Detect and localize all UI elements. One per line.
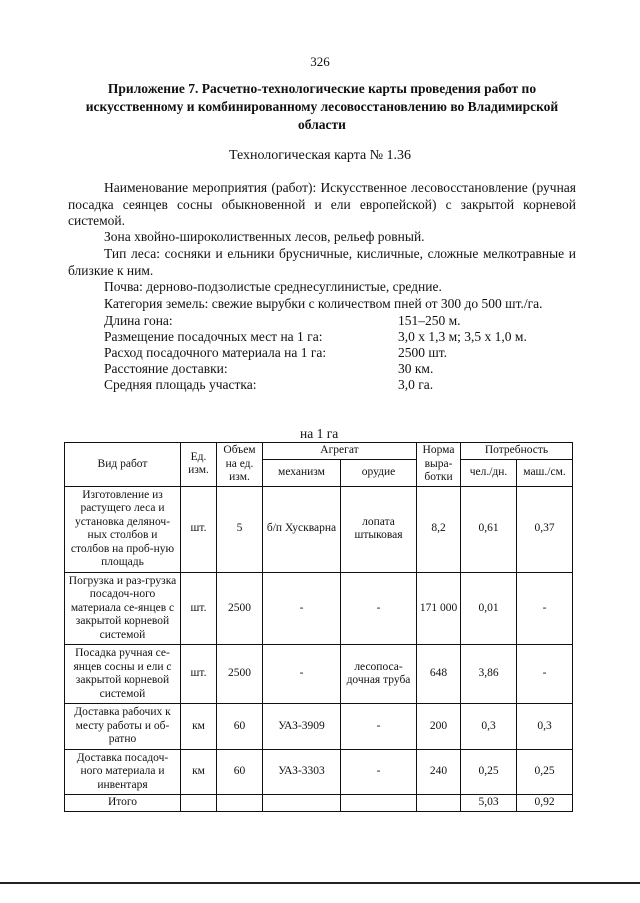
card-title: Технологическая карта № 1.36 [228, 148, 412, 163]
cell-mechanism: - [263, 572, 341, 645]
cell-unit: км [181, 749, 217, 795]
cell-tool: - [341, 704, 417, 750]
cell-mechanism: УАЗ-3909 [263, 704, 341, 750]
header-volume: Объем на ед. изм. [217, 443, 263, 487]
cell-machine-shifts: 0,25 [517, 749, 573, 795]
cell-volume: 5 [217, 486, 263, 572]
cell-empty [263, 795, 341, 812]
header-mechanism: механизм [263, 459, 341, 486]
cell-empty [341, 795, 417, 812]
cell-total-man-days: 5,03 [461, 795, 517, 812]
cell-unit: км [181, 704, 217, 750]
param-value: 2500 шт. [398, 345, 448, 360]
param-value: 3,0 га. [398, 377, 434, 392]
cell-mechanism: - [263, 645, 341, 704]
appendix-title: Приложение 7. Расчетно-технологические карты проведения работ по искусственному и комбинированному лесовосстановлению во Владимирской области [85, 81, 559, 132]
param-label: Размещение посадочных мест на 1 га: [104, 329, 323, 344]
cell-work-name: Доставка посадоч-ного материала и инвентаря [65, 749, 181, 795]
cell-norm: 8,2 [417, 486, 461, 572]
paragraph-activity-name: Наименование мероприятия (работ): Искусственное лесовосстановление (ручная посадка сеянцев сосны обыкновенной и ели европейской) с закрытой корневой системой. [68, 180, 576, 228]
cell-machine-shifts: 0,37 [517, 486, 573, 572]
cell-volume: 60 [217, 704, 263, 750]
cell-man-days: 3,86 [461, 645, 517, 704]
table-total-row [65, 795, 573, 812]
cell-empty [417, 795, 461, 812]
paragraph-land-category: Категория земель: свежие вырубки с количеством пней от 300 до 500 шт./га. [104, 296, 543, 311]
header-unit: Ед. изм. [181, 443, 217, 487]
cell-total-machine-shifts: 0,92 [517, 795, 573, 812]
cell-machine-shifts: 0,3 [517, 704, 573, 750]
cell-empty [181, 795, 217, 812]
cell-unit: шт. [181, 486, 217, 572]
header-tool: орудие [341, 459, 417, 486]
cell-mechanism: УАЗ-3303 [263, 749, 341, 795]
page-bottom-divider [0, 882, 640, 884]
cell-man-days: 0,61 [461, 486, 517, 572]
page-number: 326 [310, 54, 330, 69]
header-machine-shifts: маш./см. [517, 459, 573, 486]
cell-tool: - [341, 572, 417, 645]
cell-total-label: Итого [65, 795, 181, 812]
param-label: Средняя площадь участка: [104, 377, 257, 392]
cell-empty [217, 795, 263, 812]
header-man-days: чел./дн. [461, 459, 517, 486]
cell-norm: 200 [417, 704, 461, 750]
param-label: Расход посадочного материала на 1 га: [104, 345, 327, 360]
cell-norm: 240 [417, 749, 461, 795]
cell-volume: 2500 [217, 645, 263, 704]
cell-machine-shifts: - [517, 572, 573, 645]
cell-unit: шт. [181, 645, 217, 704]
cell-man-days: 0,3 [461, 704, 517, 750]
table-row [65, 704, 573, 750]
cell-machine-shifts: - [517, 645, 573, 704]
paragraph-forest-type: Тип леса: сосняки и ельники брусничные, кисличные, сложные мелкотравные и близкие к ним. [68, 246, 576, 278]
cell-tool: - [341, 749, 417, 795]
cell-work-name: Изготовление из растущего леса и установка деляноч-ных столбов и столбов на проб-ную площадь [65, 486, 181, 572]
paragraph-soil: Почва: дерново-подзолистые среднесуглинистые, средние. [104, 279, 442, 294]
param-value: 30 км. [398, 361, 434, 376]
header-aggregate: Агрегат [263, 443, 417, 460]
works-table [64, 442, 573, 812]
header-work-type: Вид работ [65, 443, 181, 487]
paragraph-zone: Зона хвойно-широколиственных лесов, рельеф ровный. [104, 229, 425, 244]
header-norm: Норма выра-ботки [417, 443, 461, 487]
table-caption: на 1 га [300, 426, 339, 441]
cell-volume: 2500 [217, 572, 263, 645]
cell-work-name: Погрузка и раз-грузка посадоч-ного материала се-янцев с закрытой корневой системой [65, 572, 181, 645]
cell-norm: 171 000 [417, 572, 461, 645]
cell-mechanism: б/п Хускварна [263, 486, 341, 572]
table-row [65, 486, 573, 572]
table-row [65, 645, 573, 704]
param-label: Длина гона: [104, 313, 173, 328]
cell-man-days: 0,01 [461, 572, 517, 645]
table-row [65, 749, 573, 795]
cell-unit: шт. [181, 572, 217, 645]
cell-tool: лопата штыковая [341, 486, 417, 572]
table-row [65, 572, 573, 645]
cell-work-name: Посадка ручная се-янцев сосны и ели с закрытой корневой системой [65, 645, 181, 704]
header-need: Потребность [461, 443, 573, 460]
param-value: 151–250 м. [398, 313, 461, 328]
cell-norm: 648 [417, 645, 461, 704]
cell-work-name: Доставка рабочих к месту работы и об-ратно [65, 704, 181, 750]
param-value: 3,0 х 1,3 м; 3,5 х 1,0 м. [398, 329, 527, 344]
param-label: Расстояние доставки: [104, 361, 228, 376]
cell-tool: лесопоса-дочная труба [341, 645, 417, 704]
cell-man-days: 0,25 [461, 749, 517, 795]
cell-volume: 60 [217, 749, 263, 795]
